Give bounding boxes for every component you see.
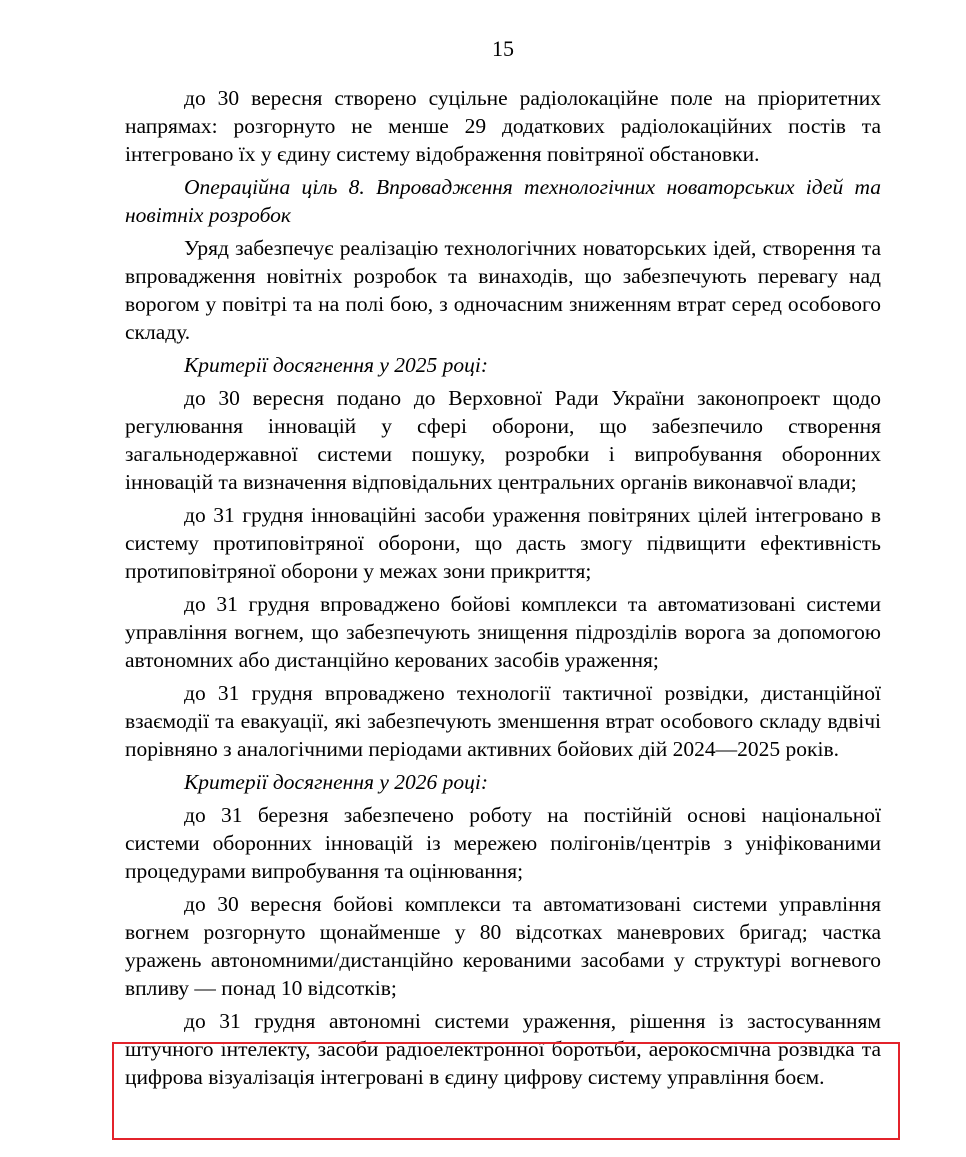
paragraph-battle-management: до 31 грудня автономні системи ураження, рішення із застосуванням штучного інтелекту, засоби радіоелектронної боротьби, аерокосмічна розвідка та цифрова візуалізація інтегровані в єдину цифрову систему управління боєм.: [125, 1009, 881, 1089]
paragraph-draft-law: до 30 вересня подано до Верховної Ради України законопроект щодо регулювання інновацій у сфері оборони, що забезпечило створення загальнодержавної системи пошуку, розробки і випробування оборонних інновацій та визначення відповідальних центральних органів виконавчої влади;: [125, 386, 881, 494]
paragraph-combat-complexes: до 31 грудня впроваджено бойові комплекси та автоматизовані системи управління вогнем, що забезпечують знищення підрозділів ворога за допомогою автономних або дистанційно керованих засобів ураження;: [125, 592, 881, 672]
paragraph-government-ensures: Уряд забезпечує реалізацію технологічних новаторських ідей, створення та впровадження новітніх розробок та винаходів, що забезпечують перевагу над ворогом у повітрі та на полі бою, з одночасним зниженням втрат серед особового складу.: [125, 236, 881, 344]
paragraph-innovation-system: до 31 березня забезпечено роботу на постійній основі національної системи оборонних інновацій із мережею полігонів/центрів з уніфікованими процедурами випробування та оцінювання;: [125, 803, 881, 883]
paragraph-air-defense: до 31 грудня інноваційні засоби ураження повітряних цілей інтегровано в систему протиповітряної оборони, що дасть змогу підвищити ефективність протиповітряної оборони у межах зони прикриття;: [125, 503, 881, 583]
operational-goal-heading: Операційна ціль 8. Впровадження технологічних новаторських ідей та новітніх розробок: [125, 175, 881, 227]
paragraph-radar-field: до 30 вересня створено суцільне радіолокаційне поле на пріоритетних напрямах: розгорнуто не менше 29 додаткових радіолокаційних постів та інтегровано їх у єдину систему відображення повітряної обстановки.: [125, 86, 881, 166]
highlight-box: [112, 1042, 900, 1140]
page-number: 15: [492, 36, 514, 61]
criteria-2025-heading: Критерії досягнення у 2025 році:: [184, 353, 489, 377]
document-body: [125, 84, 881, 1096]
criteria-2026-heading: Критерії досягнення у 2026 році:: [184, 770, 489, 794]
paragraph-maneuver-brigades: до 30 вересня бойові комплекси та автоматизовані системи управління вогнем розгорнуто щонайменше у 80 відсотках маневрових бригад; частка уражень автономними/дистанційно керованими засобами у структурі вогневого впливу — понад 10 відсотків;: [125, 892, 881, 1000]
paragraph-tactical-recon: до 31 грудня впроваджено технології тактичної розвідки, дистанційної взаємодії та евакуації, які забезпечують зменшення втрат особового складу вдвічі порівняно з аналогічними періодами активних бойових дій 2024—2025 років.: [125, 681, 881, 761]
